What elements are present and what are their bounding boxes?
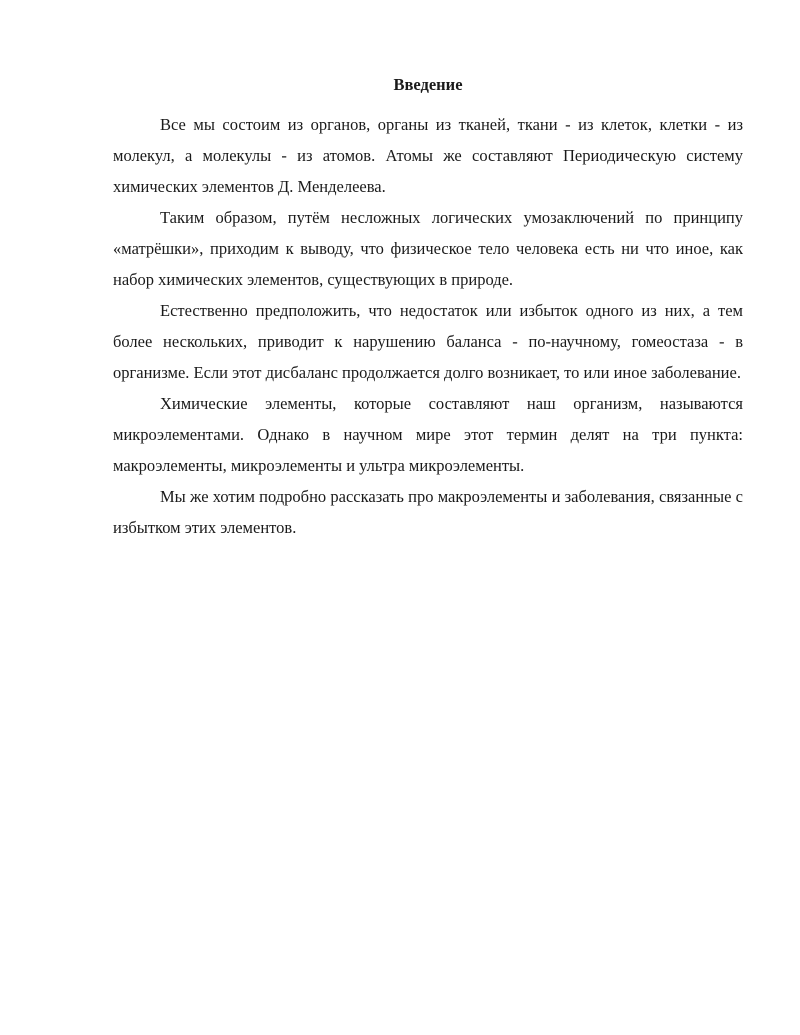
paragraph-5: Мы же хотим подробно рассказать про макроэлементы и заболевания, связанные с избытком этих элементов. (113, 487, 743, 537)
paragraph-1: Все мы состоим из органов, органы из тканей, ткани - из клеток, клетки - из молекул, а молекулы - из атомов. Атомы же составляют Периодическую систему химических элементов Д. Менделеева. (113, 115, 743, 196)
document-body (113, 72, 743, 543)
document-title: Введение (393, 75, 463, 94)
paragraph-2: Таким образом, путём несложных логических умозаключений по принципу «матрёшки», приходим к выводу, что физическое тело человека есть ни что иное, как набор химических элементов, существующих в природе. (113, 208, 743, 289)
paragraph-4: Химические элементы, которые составляют наш организм, называются микроэлементами. Однако в научном мире этот термин делят на три пункта: макроэлементы, микроэлементы и ультра микроэлементы. (113, 394, 743, 475)
paragraph-3: Естественно предположить, что недостаток или избыток одного из них, а тем более нескольких, приводит к нарушению баланса - по-научному, гомеостаза - в организме. Если этот дисбаланс продолжается долго возникает, то или иное заболевание. (113, 301, 743, 382)
